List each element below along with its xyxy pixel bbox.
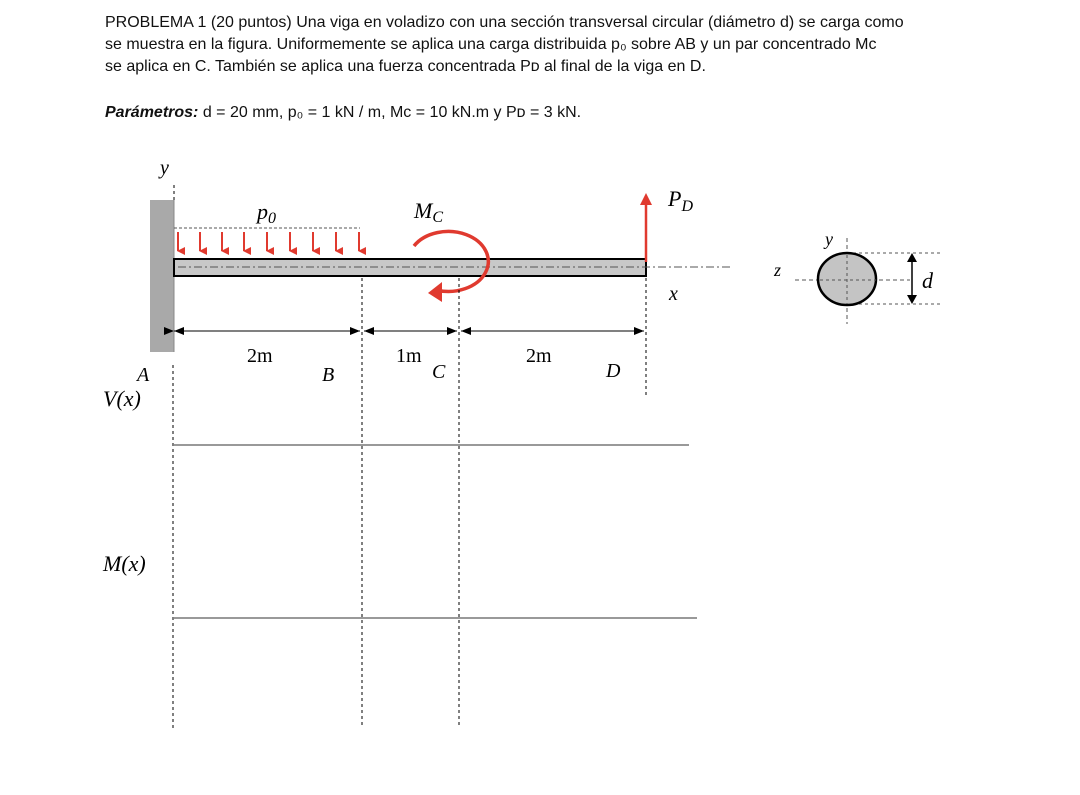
parameters-values: d = 20 mm, p₀ = 1 kN / m, Mᴄ = 10 kN.m y Pᴅ = 3 kN. [202, 104, 582, 121]
point-C: C [432, 361, 446, 383]
fixed-support-wall [150, 200, 174, 352]
statement-line-1: PROBLEMA 1 (20 puntos) Una viga en voladizo con una sección transversal circular (diámetro d) se carga como [105, 14, 904, 31]
statement-line-2: se muestra en la figura. Uniformemente se aplica una carga distribuida p₀ sobre AB y un par concentrado Mᴄ [105, 36, 877, 53]
dim-AB: 2m [247, 345, 273, 367]
point-B: B [322, 364, 335, 386]
point-A: A [137, 364, 150, 386]
cross-section [795, 238, 940, 324]
point-D: D [606, 360, 621, 382]
shear-label: V(x) [103, 386, 141, 411]
force-label: $P_D$ [668, 186, 694, 215]
x-axis-label: x [669, 283, 678, 305]
force-arrowhead [640, 193, 652, 205]
moment-arrowhead [428, 282, 442, 302]
dim-CD: 2m [526, 345, 552, 367]
distributed-load [174, 228, 360, 251]
y-axis-label: y [160, 157, 169, 179]
section-z-label: z [774, 260, 782, 280]
parameters-label: Parámetros: [105, 104, 199, 121]
load-label: p0 [257, 199, 276, 227]
statement-line-3: se aplica en C. También se aplica una fuerza concentrada Pᴅ al final de la viga en D. [105, 58, 706, 75]
section-y-label: y [825, 229, 833, 249]
section-d-label: d [922, 268, 933, 293]
dim-BC: 1m [396, 345, 422, 367]
moment-label: MC [414, 198, 443, 226]
moment-diagram-label: M(x) [103, 551, 146, 576]
